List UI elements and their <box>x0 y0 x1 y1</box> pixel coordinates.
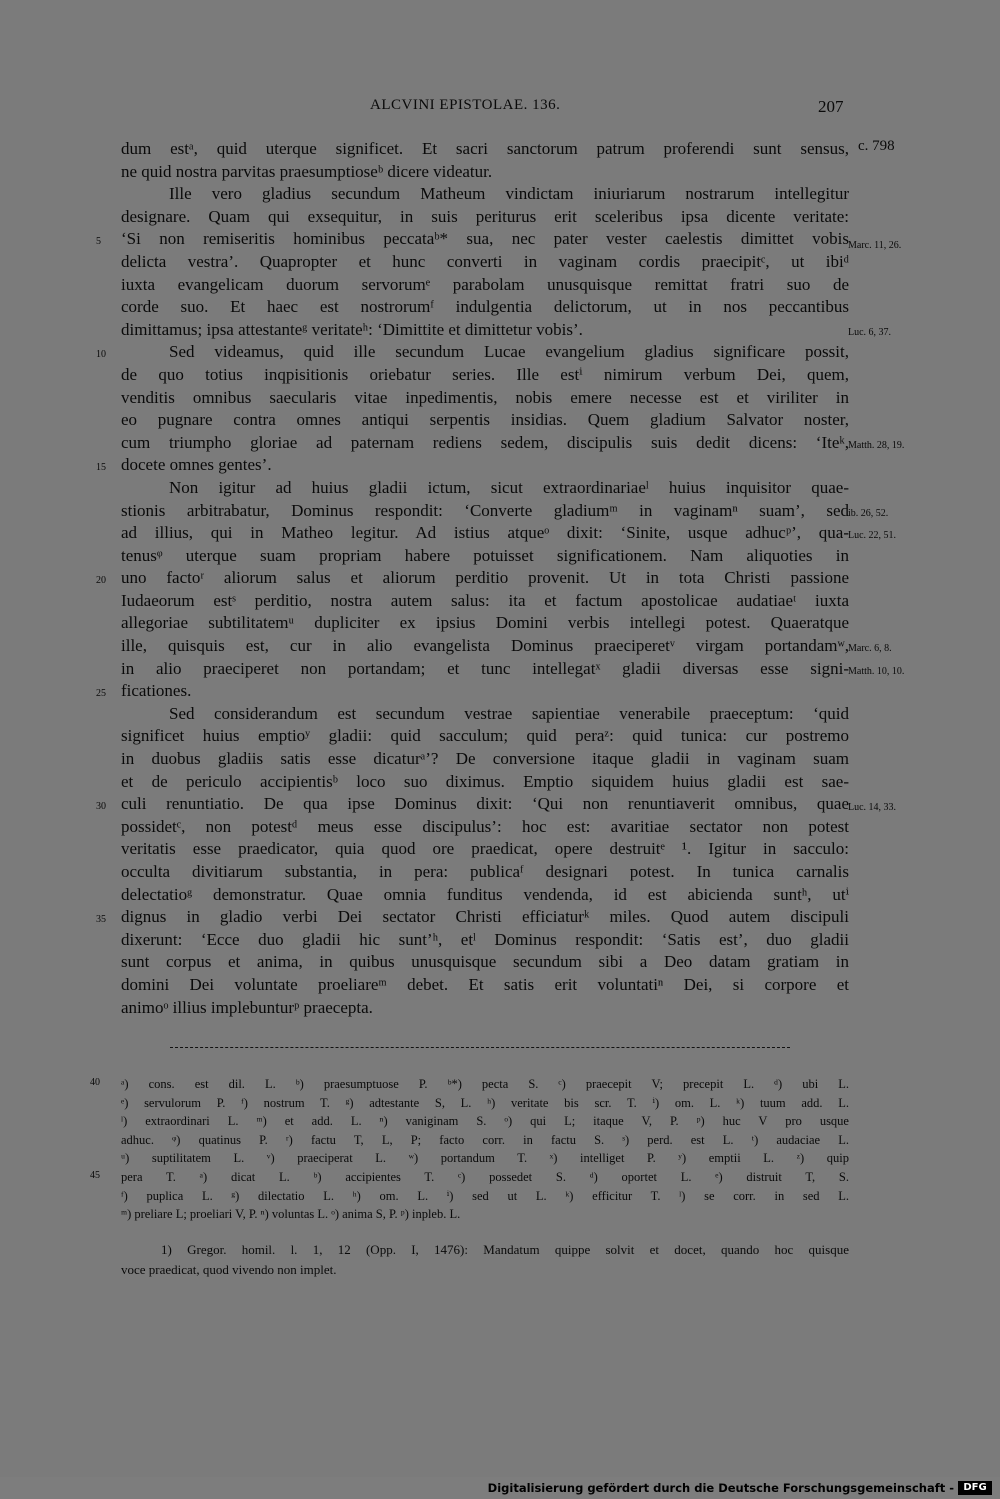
text-line: uno factoʳ aliorum salus et aliorum perditio provenit. Ut in tota Christi passione <box>121 568 849 588</box>
footnote-line: 1) Gregor. homil. l. 1, 12 (Opp. I, 1476): Mandatum quippe solvit et docet, quando hoc quisque <box>161 1242 849 1257</box>
text-line: in alio praeciperet non portandam; et tunc intellegatˣ gladii diversas esse signi- <box>121 658 849 678</box>
text-line: possidetᶜ, non potestᵈ meus esse discipulus’: hoc est: avaritiae sectator non potest <box>121 816 849 836</box>
text-line: delectatioᵍ demonstratur. Quae omnia funditus vendenda, id est abicienda suntʰ, utⁱ <box>121 884 849 904</box>
text-line: dixerunt: ‘Ecce duo gladii hic sunt’ʰ, etˡ Dominus respondit: ‘Satis est’, duo gladii <box>121 929 849 949</box>
text-line: Iudaeorum estˢ perditio, nostra autem salus: ita et factum apostolicae audatiaeᵗ iuxta <box>121 590 849 610</box>
text-line: allegoriae subtilitatemᵘ dupliciter ex ipsius Domini verbis intellegi potest. Quaeratque <box>121 613 849 633</box>
margin-reference: Luc. 22, 51. <box>848 530 897 541</box>
text-line: tenusᵠ uterque suam propriam habere potuisset significationem. Nam aliquoties in <box>121 545 849 565</box>
apparatus-line: ᶠ) puplica L. ᵍ) dilectatio L. ʰ) om. L. ⁱ) sed ut L. ᵏ) efficitur T. ˡ) se corr. in sed L. <box>121 1188 849 1203</box>
line-number: 40 <box>90 1077 100 1088</box>
text-line: delicta vestra’. Quapropter et hunc converti in vaginam cordis praecipitᶜ, ut ibiᵈ <box>121 251 849 271</box>
text-line: ad illius, qui in Matheo legitur. Ad istius atqueᵒ dixit: ‘Sinite, usque adhucᵖ’, qua- <box>121 523 849 543</box>
text-line: et de periculo accipientisᵇ loco suo diximus. Emptio siquidem huius gladii est sae- <box>121 771 849 791</box>
funding-credit: Digitalisierung gefördert durch die Deutsche Forschungsgemeinschaft - <box>487 1481 954 1495</box>
footnote <box>121 1240 849 1280</box>
text-line: significet huius emptioʸ gladii: quid sacculum; quid peraᶻ: quid tunica: cur postremo <box>121 726 849 746</box>
line-number: 30 <box>96 801 106 812</box>
margin-reference: Luc. 14, 33. <box>848 802 897 813</box>
text-line: Ille vero gladius secundum Matheum vindictam iniuriarum nostrarum intellegitur <box>169 184 849 204</box>
margin-reference: Marc. 11, 26. <box>848 240 902 251</box>
text-line: sunt corpus et anima, in quibus unusquisque secundum sibi a Deo datam gratiam in <box>121 952 849 972</box>
running-header-title: ALCVINI EPISTOLAE. 136. <box>370 97 561 113</box>
critical-apparatus <box>121 1075 849 1224</box>
text-line: in duobus gladiis satis esse dicaturᵃ’? De conversione itaque gladii in vaginam suam <box>121 749 849 769</box>
apparatus-line: ᵉ) servulorum P. ᶠ) nostrum T. ᵍ) adtestante S, L. ʰ) veritate bis scr. T. ⁱ) om. L. ᵏ) tuum add. L. <box>121 1095 849 1110</box>
main-text <box>121 138 849 1019</box>
apparatus-line: ᵃ) cons. est dil. L. ᵇ) praesumptuose P. ᵇ*) pecta S. ᶜ) praecepit V; precepit L. ᵈ) ubi L. <box>121 1077 849 1091</box>
text-line: domini Dei voluntate proeliareᵐ debet. Et satis erit voluntatiⁿ Dei, si corpore et <box>121 974 849 994</box>
margin-reference: Luc. 6, 37. <box>848 327 892 338</box>
footer-bar <box>0 1477 1000 1499</box>
margin-reference: Marc. 6, 8. <box>848 643 892 654</box>
text-line: ne quid nostra parvitas praesumptioseᵇ dicere videatur. <box>121 161 493 181</box>
section-divider <box>170 1047 790 1048</box>
text-line: dum estᵃ, quid uterque significet. Et sacri sanctorum patrum proferendi sunt sensus, <box>121 139 849 158</box>
text-line: corde suo. Et haec est nostrorumᶠ indulgentia delictorum, ut in nos peccantibus <box>121 297 849 317</box>
apparatus-line: pera T. ᵃ) dicat L. ᵇ) accipientes T. ᶜ) possedet S. ᵈ) oportet L. ᵉ) distruit T, S. <box>121 1169 849 1184</box>
apparatus-line: ˡ) extraordinari L. ᵐ) et add. L. ⁿ) vaniginam S. ᵒ) qui L; itaque V, P. ᵖ) huc V pro usque <box>121 1114 849 1129</box>
page-number: 207 <box>818 97 844 116</box>
dfg-logo: DFG <box>958 1481 992 1495</box>
footnote-line: voce praedicat, quod vivendo non implet. <box>121 1262 337 1277</box>
text-line: occulta divitiarum substantia, in pera: publicaᶠ designari potest. In tunica carnalis <box>121 862 849 881</box>
text-line: Non igitur ad huius gladii ictum, sicut extraordinariaeˡ huius inquisitor quae- <box>169 477 849 497</box>
apparatus-line: ᵐ) preliare L; proeliari V, P. ⁿ) voluntas L. ᵒ) anima S, P. ᵖ) inpleb. L. <box>121 1207 461 1222</box>
text-line: designare. Quam qui exsequitur, in suis periturus erit sceleribus ipsa dicente veritate: <box>121 206 849 226</box>
text-line: dimittamus; ipsa attestanteᵍ veritateʰ: ‘Dimittite et dimittetur vobis’. <box>121 319 583 339</box>
apparatus-line: adhuc. ᵠ) quatinus P. ʳ) factu T, L, P; facto corr. in factu S. ˢ) perd. est L. ᵗ) audaciae L. <box>121 1132 849 1147</box>
line-number: 35 <box>96 914 106 925</box>
text-line: cum triumpho gloriae ad paternam rediens sedem, discipulis suis dedit dicens: ‘Iteᵏ, <box>121 432 849 452</box>
margin-reference: Matth. 28, 19. <box>848 440 905 451</box>
text-line: stionis arbitrabatur, Dominus respondit: ‘Converte gladiumᵐ in vaginamⁿ suam’, sed <box>121 500 849 520</box>
apparatus-line: ᵘ) suptilitatem L. ᵛ) praeciperat L. ʷ) portandum T. ˣ) intelliget P. ʸ) emptii L. ᶻ) quip <box>121 1151 849 1166</box>
text-line: veritatis esse praedicator, quia quod ore praedicat, opere destruitᵉ ¹. Igitur in sacculo: <box>121 839 849 859</box>
margin-reference: ib. 26, 52. <box>848 508 889 519</box>
line-number: 5 <box>96 236 101 247</box>
text-line: eo pugnare contra omnes antiqui serpentis insidias. Quem gladium Salvator noster, <box>121 410 849 430</box>
text-line: dignus in gladio verbi Dei sectator Christi efficiaturᵏ miles. Quod autem discipuli <box>121 907 849 927</box>
line-number: 10 <box>96 349 106 360</box>
text-line: venditis omnibus saecularis vitae inpedimentis, nobis emere necesse est et viriliter in <box>121 387 849 407</box>
text-line: docete omnes gentes’. <box>121 455 272 475</box>
margin-reference: Matth. 10, 10. <box>848 666 905 677</box>
text-line: ficationes. <box>121 681 192 701</box>
text-line: animoᵒ illius implebunturᵖ praecepta. <box>121 997 373 1017</box>
line-number: 20 <box>96 575 106 586</box>
text-line: iuxta evangelicam duorum servorumᵉ parabolam unusquisque remittat fratri suo de <box>121 274 849 294</box>
text-line: ille, quisquis est, cur in alio evangelista Dominus praeciperetᵛ virgam portandamʷ, <box>121 636 849 656</box>
line-number: 15 <box>96 462 106 473</box>
line-number: 45 <box>90 1170 100 1181</box>
text-line: culi renuntiatio. De qua ipse Dominus dixit: ‘Qui non renuntiaverit omnibus, quae <box>121 794 849 814</box>
text-line: ‘Si non remiseritis hominibus peccataᵇ* sua, nec pater vester caelestis dimittet vobis <box>121 229 849 249</box>
text-line: de quo totius inqpisitionis oriebatur series. Ille estⁱ nimirum verbum Dei, quem, <box>121 364 849 384</box>
line-number: 25 <box>96 688 106 699</box>
date-side-note: c. 798 <box>858 138 895 154</box>
text-line: Sed considerandum est secundum vestrae sapientiae venerabile praeceptum: ‘quid <box>169 703 849 723</box>
text-line: Sed videamus, quid ille secundum Lucae evangelium gladius significare possit, <box>169 342 849 362</box>
